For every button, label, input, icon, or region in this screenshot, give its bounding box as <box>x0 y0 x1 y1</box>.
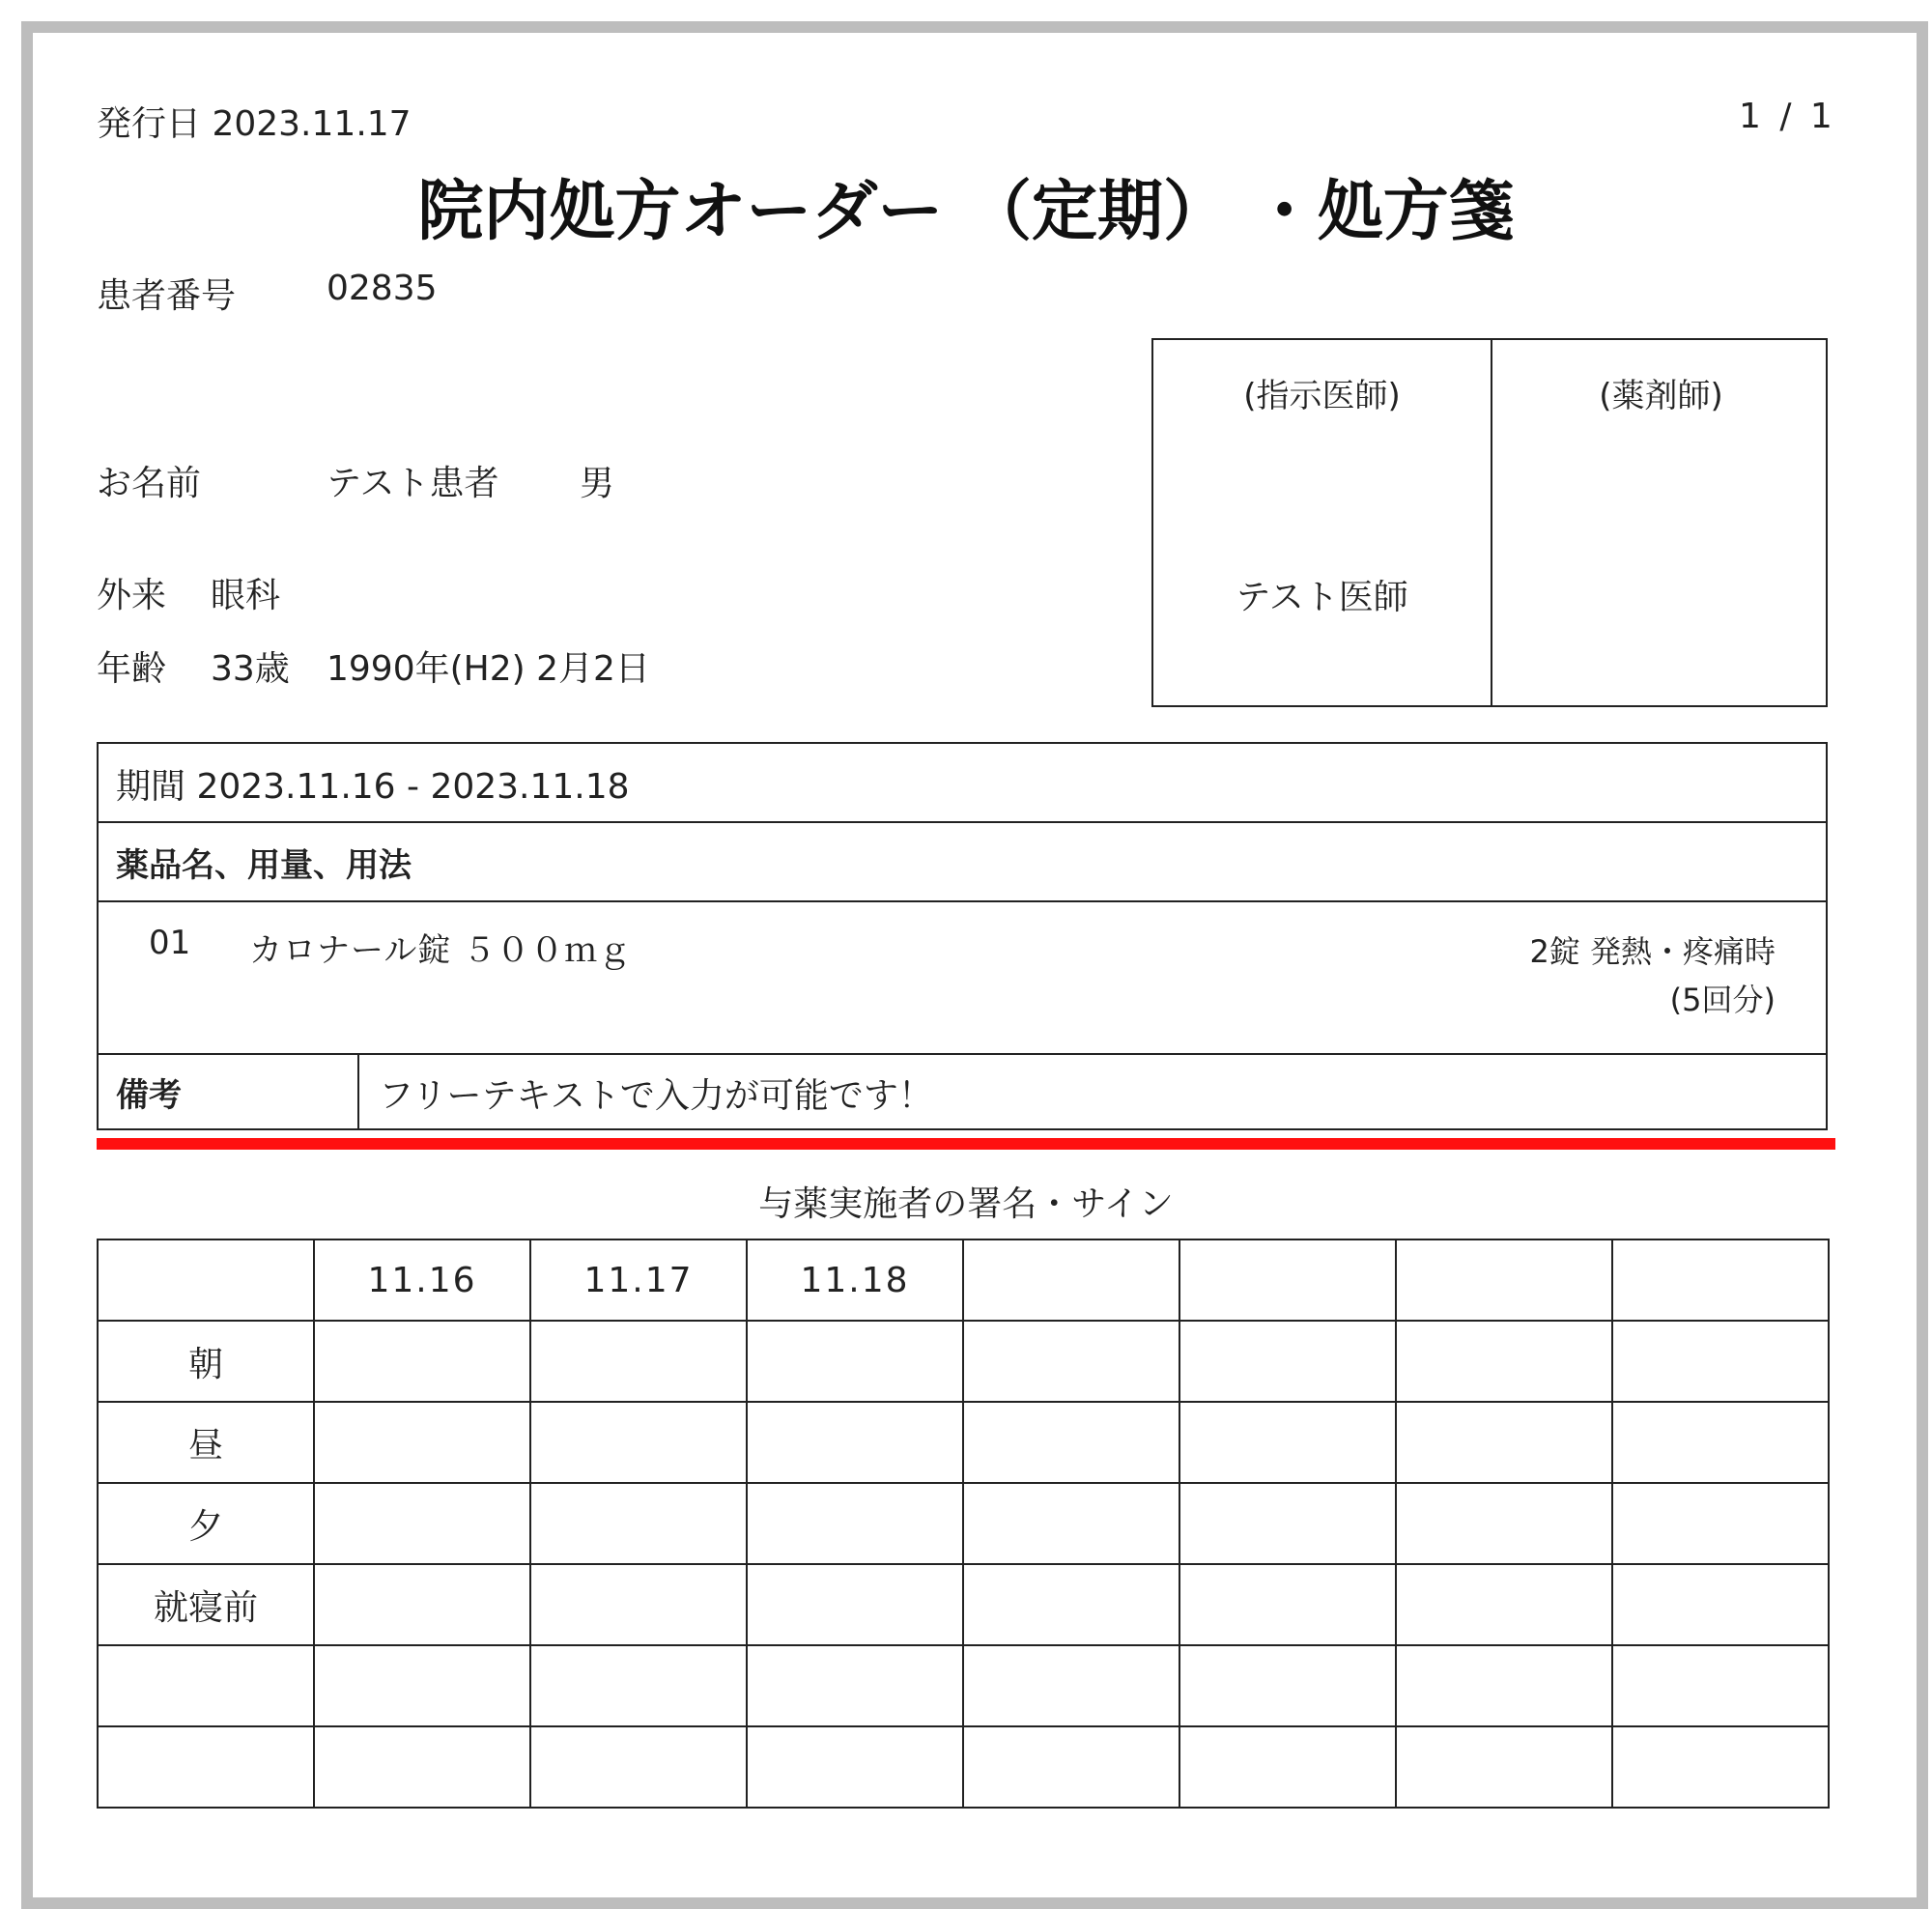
document-title: 院内処方オーダー （定期） ・処方箋 <box>417 174 1515 250</box>
signature-cell[interactable] <box>747 1483 963 1564</box>
signature-cell[interactable] <box>1612 1645 1829 1726</box>
patient-name-value: テスト患者 <box>327 464 499 503</box>
time-label-cell <box>98 1726 314 1808</box>
department-value: 眼科 <box>211 576 281 615</box>
signature-cell[interactable] <box>963 1402 1179 1483</box>
date-cell: 11.18 <box>747 1239 963 1321</box>
signature-cell[interactable] <box>1612 1402 1829 1483</box>
drug-usage: 2錠 発熱・疼痛時 <box>1529 933 1776 970</box>
signature-cell[interactable] <box>530 1645 747 1726</box>
patient-name-label: お名前 <box>97 464 202 503</box>
grid-row <box>98 1483 1829 1564</box>
administration-grid <box>97 1239 1830 1809</box>
signature-cell[interactable] <box>530 1564 747 1645</box>
signature-cell[interactable] <box>1396 1321 1612 1402</box>
signature-cell[interactable] <box>1179 1402 1396 1483</box>
date-cell: 11.17 <box>530 1239 747 1321</box>
grid-header-row <box>98 1239 1829 1321</box>
patient-sex-value: 男 <box>580 464 615 503</box>
date-cell: 11.16 <box>314 1239 530 1321</box>
drug-header-text: 薬品名、用量、用法 <box>116 846 412 885</box>
signature-cell[interactable] <box>1396 1726 1612 1808</box>
grid-row <box>98 1402 1829 1483</box>
pharmacist-header: (薬剤師) <box>1599 377 1723 415</box>
period-text: 期間 2023.11.16 - 2023.11.18 <box>116 767 630 807</box>
date-cell <box>1396 1239 1612 1321</box>
time-label-cell: 夕 <box>98 1483 314 1564</box>
date-cell <box>963 1239 1179 1321</box>
grid-row <box>98 1564 1829 1645</box>
signature-cell[interactable] <box>1179 1645 1396 1726</box>
signature-cell[interactable] <box>747 1726 963 1808</box>
signature-cell[interactable] <box>530 1321 747 1402</box>
department-label: 外来 <box>97 576 167 615</box>
birth-date-value: 1990年(H2) 2月2日 <box>327 649 650 689</box>
prescription-table <box>97 742 1828 1130</box>
time-label-cell: 就寝前 <box>98 1564 314 1645</box>
signature-cell[interactable] <box>530 1726 747 1808</box>
issue-date: 発行日 2023.11.17 <box>97 104 412 144</box>
signature-cell[interactable] <box>314 1402 530 1483</box>
signature-cell[interactable] <box>1396 1645 1612 1726</box>
drug-name: カロナール錠 ５００ｍｇ <box>249 931 633 970</box>
signature-cell[interactable] <box>1179 1321 1396 1402</box>
signature-cell[interactable] <box>1612 1564 1829 1645</box>
signature-cell[interactable] <box>747 1564 963 1645</box>
patient-number-label: 患者番号 <box>97 276 237 316</box>
remarks-value: フリーテキストで入力が可能です！ <box>379 1076 933 1116</box>
signature-cell[interactable] <box>314 1726 530 1808</box>
signature-cell[interactable] <box>314 1645 530 1726</box>
signature-cell[interactable] <box>747 1645 963 1726</box>
date-cell <box>1179 1239 1396 1321</box>
age-value: 33歳 <box>211 649 290 689</box>
red-separator-line <box>97 1138 1835 1150</box>
drug-number: 01 <box>149 924 191 962</box>
grid-row <box>98 1645 1829 1726</box>
drug-row <box>99 902 1826 1055</box>
grid-row <box>98 1726 1829 1808</box>
signature-cell[interactable] <box>963 1483 1179 1564</box>
drug-header-row <box>99 823 1826 902</box>
signature-cell[interactable] <box>963 1645 1179 1726</box>
signature-cell[interactable] <box>1612 1321 1829 1402</box>
signature-box <box>1151 338 1828 707</box>
administration-title: 与薬実施者の署名・サイン <box>758 1184 1174 1224</box>
period-row <box>99 744 1826 823</box>
remarks-row <box>99 1055 1826 1128</box>
signature-cell[interactable] <box>747 1402 963 1483</box>
time-label-cell: 朝 <box>98 1321 314 1402</box>
signature-cell[interactable] <box>1612 1483 1829 1564</box>
doctor-name: テスト医師 <box>1236 578 1408 617</box>
signature-cell[interactable] <box>963 1564 1179 1645</box>
grid-corner-cell <box>98 1239 314 1321</box>
signature-cell[interactable] <box>1396 1564 1612 1645</box>
signature-cell[interactable] <box>1179 1726 1396 1808</box>
time-label-cell: 昼 <box>98 1402 314 1483</box>
patient-number-value: 02835 <box>327 269 438 308</box>
signature-cell[interactable] <box>963 1726 1179 1808</box>
signature-cell[interactable] <box>1396 1483 1612 1564</box>
signature-cell[interactable] <box>1179 1564 1396 1645</box>
grid-row <box>98 1321 1829 1402</box>
time-label-cell <box>98 1645 314 1726</box>
remarks-divider <box>357 1055 359 1128</box>
signature-cell[interactable] <box>314 1564 530 1645</box>
page-number: 1 / 1 <box>1739 97 1836 136</box>
age-label: 年齢 <box>97 649 167 689</box>
signature-cell[interactable] <box>1396 1402 1612 1483</box>
drug-amount: (5回分) <box>1669 982 1776 1018</box>
signature-cell[interactable] <box>963 1321 1179 1402</box>
date-cell <box>1612 1239 1829 1321</box>
signature-cell[interactable] <box>1612 1726 1829 1808</box>
signature-cell[interactable] <box>314 1483 530 1564</box>
signature-cell[interactable] <box>530 1483 747 1564</box>
signature-cell[interactable] <box>530 1402 747 1483</box>
remarks-label: 備考 <box>116 1076 182 1115</box>
doctor-header: (指示医師) <box>1243 377 1401 415</box>
signature-cell[interactable] <box>314 1321 530 1402</box>
signature-cell[interactable] <box>1179 1483 1396 1564</box>
signature-cell[interactable] <box>747 1321 963 1402</box>
